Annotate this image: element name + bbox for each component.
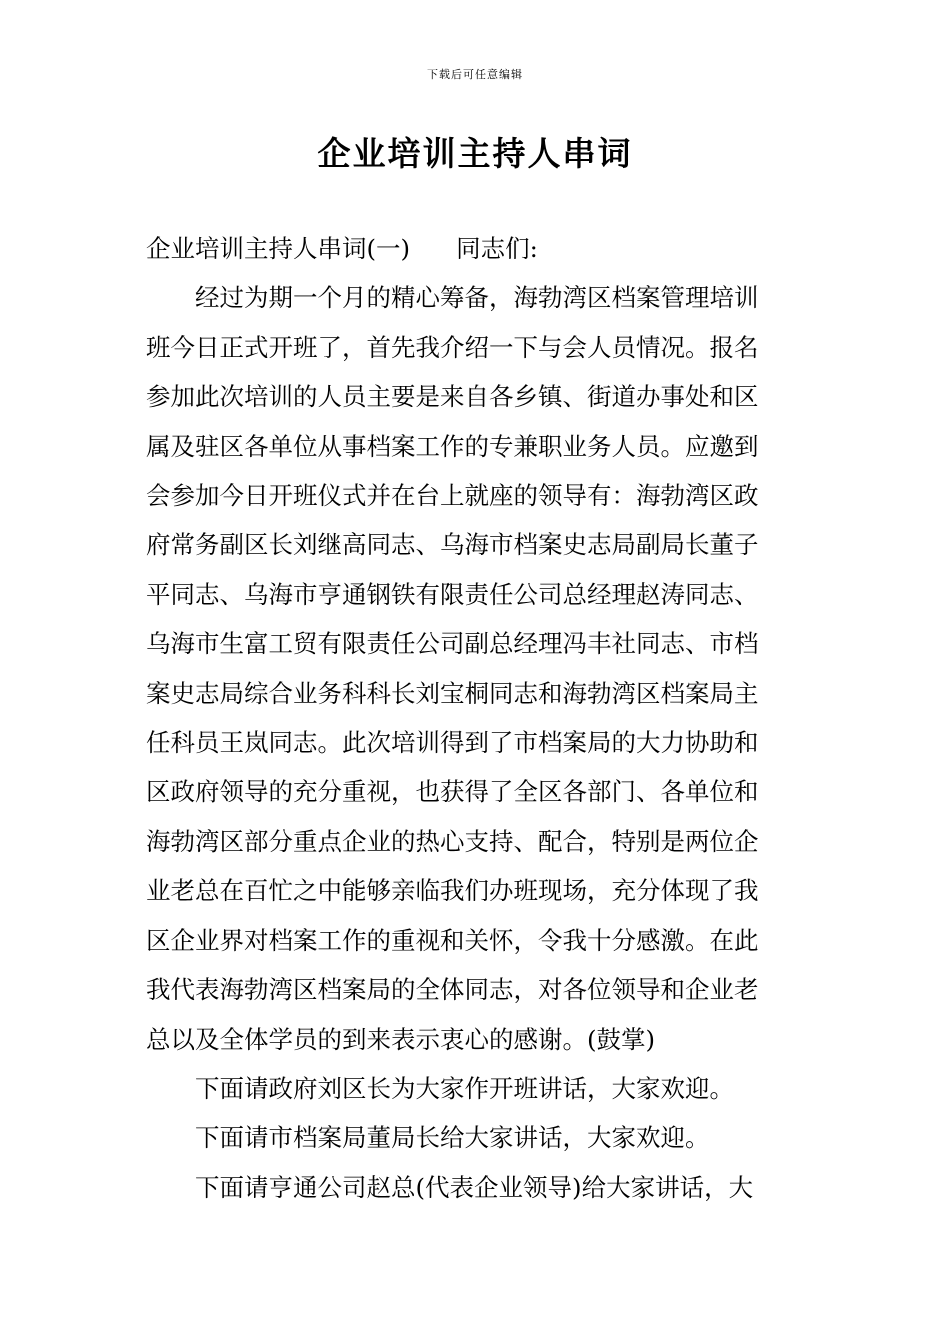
paragraph-line: 任科员王岚同志。此次培训得到了市档案局的大力协助和 xyxy=(146,728,759,758)
paragraph-line: 区政府领导的充分重视，也获得了全区各部门、各单位和 xyxy=(146,777,759,807)
paragraph-line: 参加此次培训的人员主要是来自各乡镇、街道办事处和区 xyxy=(146,382,759,412)
paragraph-line: 平同志、乌海市亨通钢铁有限责任公司总经理赵涛同志、 xyxy=(146,579,759,609)
paragraph-line: 我代表海勃湾区档案局的全体同志，对各位领导和企业老 xyxy=(146,975,759,1005)
paragraph-line: 下面请亨通公司赵总(代表企业领导)给大家讲话，大 xyxy=(195,1172,754,1202)
paragraph-line: 总以及全体学员的到来表示衷心的感谢。(鼓掌) xyxy=(146,1024,656,1054)
intro-line xyxy=(146,224,808,273)
paragraph-line: 案史志局综合业务科科长刘宝桐同志和海勃湾区档案局主 xyxy=(146,678,759,708)
paragraph-line: 下面请政府刘区长为大家作开班讲话，大家欢迎。 xyxy=(195,1073,734,1103)
paragraph-line: 乌海市生富工贸有限责任公司副总经理冯丰社同志、市档 xyxy=(146,629,759,659)
paragraph-line: 班今日正式开班了，首先我介绍一下与会人员情况。报名 xyxy=(146,332,759,362)
intro-salutation: 同志们: xyxy=(456,234,538,263)
document-title: 企业培训主持人串词 xyxy=(317,134,633,173)
paragraph-line: 区企业界对档案工作的重视和关怀，令我十分感激。在此 xyxy=(146,925,759,955)
paragraph-line: 会参加今日开班仪式并在台上就座的领导有：海勃湾区政 xyxy=(146,481,759,511)
page-header-note: 下载后可任意编辑 xyxy=(427,68,523,81)
paragraph-line: 府常务副区长刘继高同志、乌海市档案史志局副局长董子 xyxy=(146,530,759,560)
document-body xyxy=(146,224,808,1212)
paragraph-line: 经过为期一个月的精心筹备，海勃湾区档案管理培训 xyxy=(195,283,759,313)
paragraph-line: 下面请市档案局董局长给大家讲话，大家欢迎。 xyxy=(195,1123,710,1153)
paragraph-line: 海勃湾区部分重点企业的热心支持、配合，特别是两位企 xyxy=(146,826,759,856)
paragraph-line: 业老总在百忙之中能够亲临我们办班现场，充分体现了我 xyxy=(146,876,759,906)
intro-heading: 企业培训主持人串词(一) xyxy=(146,234,411,263)
paragraph-line: 属及驻区各单位从事档案工作的专兼职业务人员。应邀到 xyxy=(146,431,759,461)
paragraph-list xyxy=(146,273,808,1212)
